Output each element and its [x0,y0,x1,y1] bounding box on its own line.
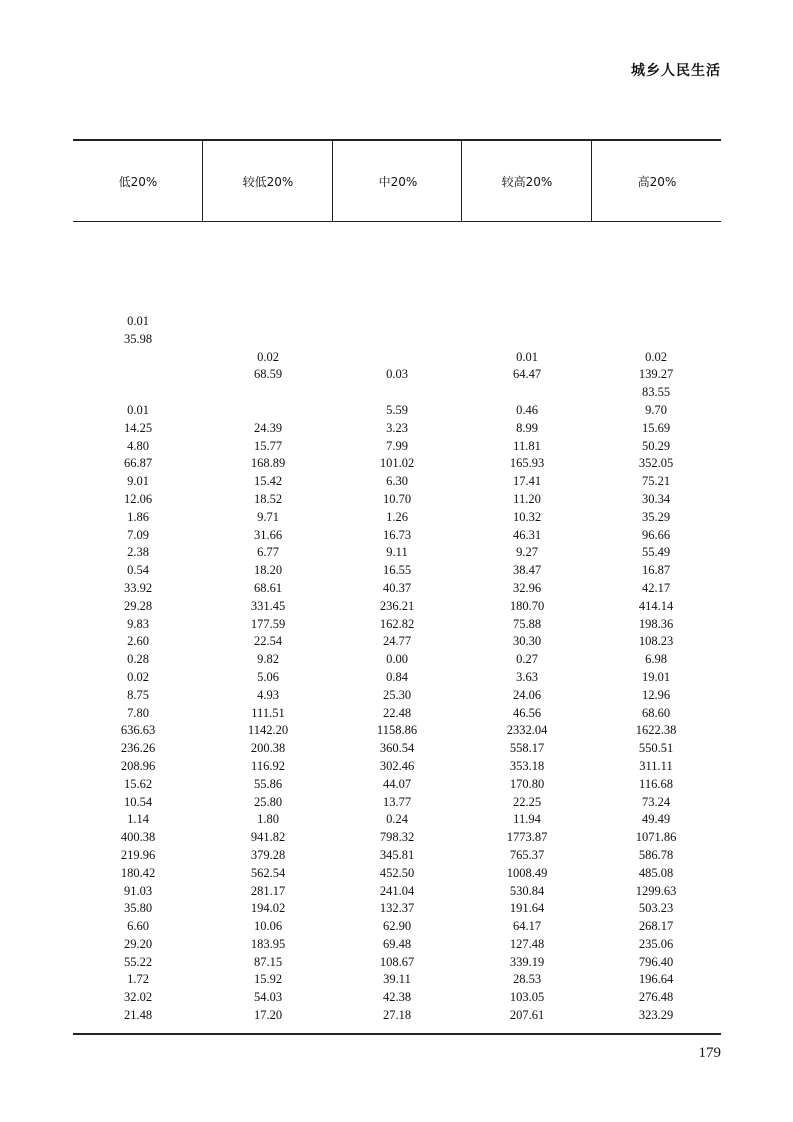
table-cell: 208.96 [120,758,156,773]
table-cell: 108.23 [638,634,674,649]
table-cell: 25.30 [382,687,412,702]
table-cell: 1773.87 [506,830,548,845]
column-header-middle-20: 中20% [378,175,418,189]
table-cell: 15.69 [641,420,671,435]
table-cell: 6.60 [127,919,149,934]
table-cell: 32.96 [512,580,542,595]
table-cell: 1.72 [127,972,149,987]
table-cell: 68.61 [253,580,283,595]
table-cell: 1.86 [127,509,149,524]
table-cell: 485.08 [638,865,674,880]
table-cell: 31.66 [253,527,283,542]
table-cell: 1142.20 [247,723,289,738]
table-bottom-rule [73,1033,721,1035]
table-cell: 0.00 [386,652,408,667]
table-cell: 49.49 [641,812,671,827]
table-cell: 1.80 [257,812,279,827]
table-cell: 1071.86 [635,830,677,845]
table-cell: 73.24 [641,794,671,809]
table-row [73,687,721,705]
table-cell: 14.25 [123,420,153,435]
table-cell: 55.49 [641,545,671,560]
table-cell: 2332.04 [506,723,548,738]
table-cell: 198.36 [638,616,674,631]
table-cell: 13.77 [382,794,412,809]
table-row [73,1007,721,1025]
table-row [73,758,721,776]
table-cell: 8.99 [516,420,538,435]
table-row [73,384,721,402]
table-cell: 1008.49 [506,865,548,880]
table-cell: 38.47 [512,563,542,578]
table-row [73,562,721,580]
table-cell: 116.92 [251,758,285,773]
table-cell: 17.20 [253,1008,283,1023]
table-row [73,491,721,509]
table-cell: 323.29 [638,1008,674,1023]
column-header-high-20: 高20% [637,175,677,189]
table-cell: 0.01 [516,349,538,364]
header-bottom-rule [73,221,721,222]
table-cell: 10.54 [123,794,153,809]
table-cell: 0.02 [127,669,149,684]
table-row [73,313,721,331]
table-cell: 0.01 [127,402,149,417]
table-row [73,900,721,918]
table-cell: 191.64 [509,901,545,916]
table-cell: 207.61 [509,1008,545,1023]
table-cell: 50.29 [641,438,671,453]
table-row [73,669,721,687]
table-cell: 132.37 [379,901,415,916]
table-cell: 360.54 [379,741,415,756]
table-cell: 15.77 [253,438,283,453]
table-cell: 0.84 [386,669,408,684]
table-cell: 75.21 [641,474,671,489]
table-cell: 0.27 [516,652,538,667]
table-cell: 62.90 [382,919,412,934]
table-cell: 87.15 [253,954,283,969]
table-cell: 503.23 [638,901,674,916]
table-cell: 44.07 [382,776,412,791]
table-cell: 0.28 [127,652,149,667]
table-row [73,740,721,758]
table-cell: 0.24 [386,812,408,827]
table-cell: 765.37 [509,847,545,862]
table-cell: 22.54 [253,634,283,649]
table-cell: 0.02 [257,349,279,364]
table-cell: 17.41 [512,474,542,489]
table-cell: 5.06 [257,669,279,684]
table-cell: 7.99 [386,438,408,453]
table-cell: 18.20 [253,563,283,578]
table-cell: 21.48 [123,1008,153,1023]
table-row [73,509,721,527]
table-cell: 200.38 [250,741,286,756]
table-cell: 30.30 [512,634,542,649]
table-cell: 15.42 [253,474,283,489]
table-cell: 46.31 [512,527,542,542]
table-cell: 10.06 [253,919,283,934]
table-cell: 10.70 [382,491,412,506]
table-row [73,402,721,420]
table-cell: 196.64 [638,972,674,987]
table-cell: 16.87 [641,563,671,578]
table-cell: 165.93 [509,456,545,471]
table-cell: 1299.63 [635,883,677,898]
table-row [73,883,721,901]
table-row [73,971,721,989]
table-cell: 68.59 [253,367,283,382]
table-cell: 331.45 [250,598,286,613]
table-cell: 46.56 [512,705,542,720]
table-row [73,722,721,740]
table-cell: 35.29 [641,509,671,524]
table-row [73,776,721,794]
table-row [73,633,721,651]
table-row [73,865,721,883]
table-cell: 33.92 [123,580,153,595]
column-header-higher-20: 较高20% [501,175,553,189]
table-cell: 941.82 [250,830,286,845]
table-cell: 127.48 [509,936,545,951]
table-cell: 302.46 [379,758,415,773]
table-cell: 91.03 [123,883,153,898]
table-cell: 16.73 [382,527,412,542]
table-cell: 83.55 [641,385,671,400]
table-cell: 9.27 [516,545,538,560]
table-cell: 12.96 [641,687,671,702]
table-cell: 236.21 [379,598,415,613]
table-cell: 636.63 [120,723,156,738]
table-cell: 24.39 [253,420,283,435]
table-cell: 22.25 [512,794,542,809]
table-cell: 64.47 [512,367,542,382]
table-cell: 66.87 [123,456,153,471]
table-cell: 400.38 [120,830,156,845]
table-cell: 68.60 [641,705,671,720]
table-cell: 103.05 [509,990,545,1005]
table-row [73,580,721,598]
table-cell: 452.50 [379,865,415,880]
table-cell: 177.59 [250,616,286,631]
table-row [73,651,721,669]
table-cell: 562.54 [250,865,286,880]
table-cell: 1622.38 [635,723,677,738]
table-row [73,989,721,1007]
table-cell: 27.18 [382,1008,412,1023]
table-cell: 55.22 [123,954,153,969]
table-cell: 10.32 [512,509,542,524]
table-cell: 162.82 [379,616,415,631]
table-cell: 6.30 [386,474,408,489]
table-cell: 3.63 [516,669,538,684]
table-cell: 29.28 [123,598,153,613]
table-cell: 798.32 [379,830,415,845]
table-cell: 4.80 [127,438,149,453]
table-cell: 796.40 [638,954,674,969]
table-cell: 15.92 [253,972,283,987]
table-cell: 180.70 [509,598,545,613]
table-row [73,455,721,473]
table-cell: 339.19 [509,954,545,969]
table-cell: 29.20 [123,936,153,951]
table-cell: 352.05 [638,456,674,471]
table-cell: 0.46 [516,402,538,417]
table-top-rule [73,139,721,141]
table-row [73,473,721,491]
page-number: 179 [698,1045,721,1061]
table-cell: 111.51 [251,705,285,720]
table-cell: 54.03 [253,990,283,1005]
table-cell: 15.62 [123,776,153,791]
table-cell: 69.48 [382,936,412,951]
table-cell: 42.17 [641,580,671,595]
table-cell: 24.06 [512,687,542,702]
table-cell: 108.67 [379,954,415,969]
table-cell: 55.86 [253,776,283,791]
table-cell: 2.60 [127,634,149,649]
table-row [73,954,721,972]
table-cell: 9.11 [386,545,408,560]
table-cell: 39.11 [383,972,411,987]
table-cell: 9.82 [257,652,279,667]
table-cell: 11.81 [513,438,541,453]
table-cell: 42.38 [382,990,412,1005]
table-cell: 168.89 [250,456,286,471]
running-head: 城乡人民生活 [631,63,721,79]
table-row [73,847,721,865]
table-row [73,936,721,954]
table-row [73,544,721,562]
table-cell: 170.80 [509,776,545,791]
table-cell: 28.53 [512,972,542,987]
table-cell: 116.68 [639,776,673,791]
table-cell: 19.01 [641,669,671,684]
table-cell: 1158.86 [376,723,418,738]
table-cell: 281.17 [250,883,286,898]
column-header-low-20: 低20% [118,175,158,189]
table-cell: 236.26 [120,741,156,756]
table-cell: 558.17 [509,741,545,756]
table-cell: 96.66 [641,527,671,542]
table-cell: 3.23 [386,420,408,435]
table-row [73,420,721,438]
table-row [73,811,721,829]
table-cell: 6.98 [645,652,667,667]
table-cell: 25.80 [253,794,283,809]
table-cell: 9.70 [645,402,667,417]
table-row [73,829,721,847]
table-cell: 18.52 [253,491,283,506]
table-cell: 35.98 [123,331,153,346]
table-row [73,366,721,384]
table-cell: 1.14 [127,812,149,827]
table-cell: 7.80 [127,705,149,720]
table-cell: 379.28 [250,847,286,862]
table-cell: 35.80 [123,901,153,916]
table-cell: 353.18 [509,758,545,773]
table-cell: 9.83 [127,616,149,631]
table-row [73,598,721,616]
table-cell: 139.27 [638,367,674,382]
table-row [73,794,721,812]
table-row [73,438,721,456]
table-cell: 0.54 [127,563,149,578]
table-row [73,918,721,936]
table-row [73,616,721,634]
table-cell: 276.48 [638,990,674,1005]
table-cell: 550.51 [638,741,674,756]
table-cell: 219.96 [120,847,156,862]
column-header-lower-20: 较低20% [242,175,294,189]
table-cell: 0.01 [127,314,149,328]
table-cell: 40.37 [382,580,412,595]
table-cell: 9.71 [257,509,279,524]
table-cell: 0.03 [386,367,408,382]
table-cell: 12.06 [123,491,153,506]
table-cell: 194.02 [250,901,286,916]
table-cell: 75.88 [512,616,542,631]
table-cell: 0.02 [645,349,667,364]
table-cell: 6.77 [257,545,279,560]
table-cell: 1.26 [386,509,408,524]
table-row [73,527,721,545]
table-cell: 7.09 [127,527,149,542]
table-cell: 586.78 [638,847,674,862]
table-cell: 268.17 [638,919,674,934]
table-cell: 64.17 [512,919,542,934]
table-cell: 183.95 [250,936,286,951]
table-cell: 101.02 [379,456,415,471]
table-cell: 311.11 [639,758,673,773]
table-cell: 11.94 [513,812,541,827]
table-cell: 241.04 [379,883,415,898]
table-cell: 180.42 [120,865,156,880]
table-cell: 22.48 [382,705,412,720]
table-row [73,331,721,349]
table-cell: 5.59 [386,402,408,417]
table-cell: 9.01 [127,474,149,489]
table-row [73,349,721,367]
table-cell: 414.14 [638,598,674,613]
table-cell: 11.20 [513,491,541,506]
table-cell: 32.02 [123,990,153,1005]
table-cell: 2.38 [127,545,149,560]
table-cell: 345.81 [379,847,415,862]
table-cell: 530.84 [509,883,545,898]
table-cell: 8.75 [127,687,149,702]
table-body [73,313,721,1025]
table-cell: 30.34 [641,491,671,506]
table-cell: 24.77 [382,634,412,649]
table-cell: 235.06 [638,936,674,951]
table-cell: 4.93 [257,687,279,702]
table-cell: 16.55 [382,563,412,578]
table-row [73,705,721,723]
